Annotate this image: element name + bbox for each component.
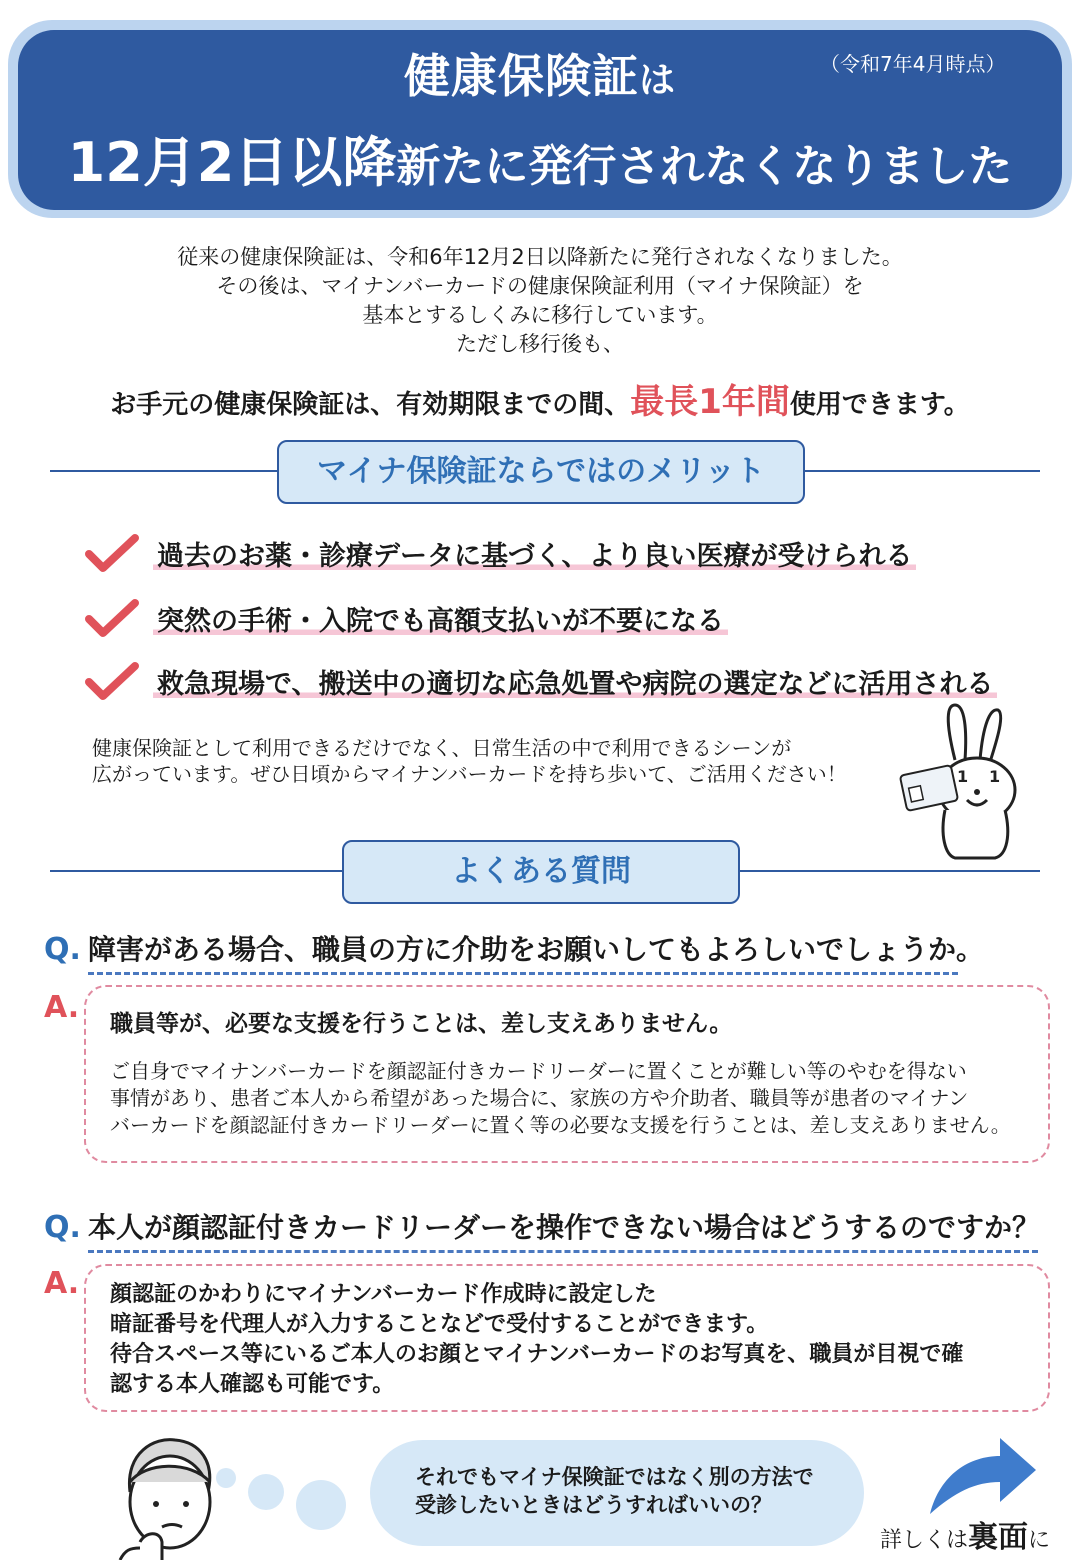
validity-highlight	[0, 374, 1080, 423]
answer-mark-label: A.	[44, 990, 80, 1025]
merit-item	[85, 595, 1045, 647]
faq-question	[88, 1206, 1041, 1253]
answer-mark-label: A.	[44, 1266, 80, 1301]
answer-line: ご自身でマイナンバーカードを顔認証付きカードリーダーに置くことが難しい等のやむを得ない	[110, 1059, 967, 1083]
title-particle: は	[638, 60, 676, 101]
answer-detail	[110, 1058, 1011, 1139]
subtitle-date: 12月2日以降	[67, 131, 397, 194]
question-mark-label: Q.	[44, 932, 81, 967]
merit-text: 突然の手術・入院でも高額支払いが不要になる	[153, 599, 728, 638]
svg-text:1: 1	[957, 767, 969, 786]
arrow-right-icon	[920, 1434, 1040, 1518]
thought-dot	[248, 1474, 284, 1510]
answer-line: 認する本人確認も可能です。	[110, 1372, 395, 1397]
checkmark-icon	[85, 534, 139, 574]
merit-text: 過去のお薬・診療データに基づく、より良い医療が受けられる	[153, 534, 916, 573]
highlight-before: お手元の健康保険証は、有効期限までの間、	[110, 390, 631, 420]
bubble-text	[415, 1463, 814, 1519]
answer-line: バーカードを顔認証付きカードリーダーに置く等の必要な支援を行うことは、差し支えありません。	[110, 1113, 1011, 1137]
as-of-date: （令和7年4月時点）	[820, 52, 1006, 76]
see-reverse-link[interactable]	[880, 1512, 1050, 1556]
intro-text	[60, 243, 1020, 359]
question-mark-label: Q.	[44, 1210, 81, 1245]
answer-summary	[110, 1280, 963, 1400]
intro-line: 従来の健康保険証は、令和6年12月2日以降新たに発行されなくなりました。	[177, 245, 903, 269]
answer-line: 待合スペース等にいるご本人のお顔とマイナンバーカードのお写真を、職員が目視で確	[110, 1342, 964, 1367]
intro-line: 基本とするしくみに移行しています。	[362, 303, 718, 327]
note-line: 健康保険証として利用できるだけでなく、日常生活の中で利用できるシーンが	[92, 736, 792, 760]
merit-item	[85, 530, 1045, 582]
merits-heading: マイナ保険証ならではのメリット	[277, 440, 805, 504]
note-line: 広がっています。ぜひ日頃からマイナンバーカードを持ち歩いて、ご活用ください！	[92, 762, 847, 786]
intro-line: ただし移行後も、	[456, 332, 624, 356]
answer-line: 事情があり、患者ご本人から希望があった場合に、家族の方や介助者、職員等が患者のマイナン	[110, 1086, 969, 1110]
bubble-line: それでもマイナ保険証ではなく別の方法で	[415, 1465, 814, 1489]
faq-heading: よくある質問	[342, 840, 740, 904]
rabbit-mascot-illustration	[895, 700, 1025, 865]
thought-dot	[296, 1480, 346, 1530]
subtitle-rest: 新たに発行されなくなりました	[396, 141, 1013, 192]
question-text: 本人が顔認証付きカードリーダーを操作できない場合はどうするのですか？	[88, 1206, 1038, 1253]
faq-question	[88, 928, 985, 975]
checkmark-icon	[85, 599, 139, 639]
highlight-after: 使用できます。	[789, 390, 970, 420]
answer-summary	[110, 1005, 732, 1038]
usage-note	[92, 735, 892, 787]
answer-line: 暗証番号を代理人が入力することなどで受付することができます。	[110, 1312, 769, 1337]
page-subtitle	[0, 120, 1080, 197]
answer-line: 職員等が、必要な支援を行うことは、差し支えありません。	[110, 1011, 733, 1037]
more-emphasis: 裏面	[968, 1520, 1029, 1555]
answer-line: 顔認証のかわりにマイナンバーカード作成時に設定した	[110, 1282, 657, 1307]
highlight-red: 最長1年間	[630, 382, 790, 422]
more-before: 詳しくは	[880, 1528, 969, 1553]
more-after: に	[1028, 1528, 1051, 1553]
merit-text: 救急現場で、搬送中の適切な応急処置や病院の選定などに活用される	[153, 662, 997, 701]
thought-dot	[216, 1468, 236, 1488]
svg-text:1: 1	[989, 767, 1001, 786]
question-text: 障害がある場合、職員の方に介助をお願いしてもよろしいでしょうか。	[88, 928, 958, 975]
thinking-person-illustration	[100, 1432, 250, 1560]
intro-line: その後は、マイナンバーカードの健康保険証利用（マイナ保険証）を	[216, 274, 864, 298]
checkmark-icon	[85, 662, 139, 702]
bubble-line: 受診したいときはどうすればいいの？	[415, 1493, 772, 1517]
title-main: 健康保険証	[403, 49, 639, 103]
